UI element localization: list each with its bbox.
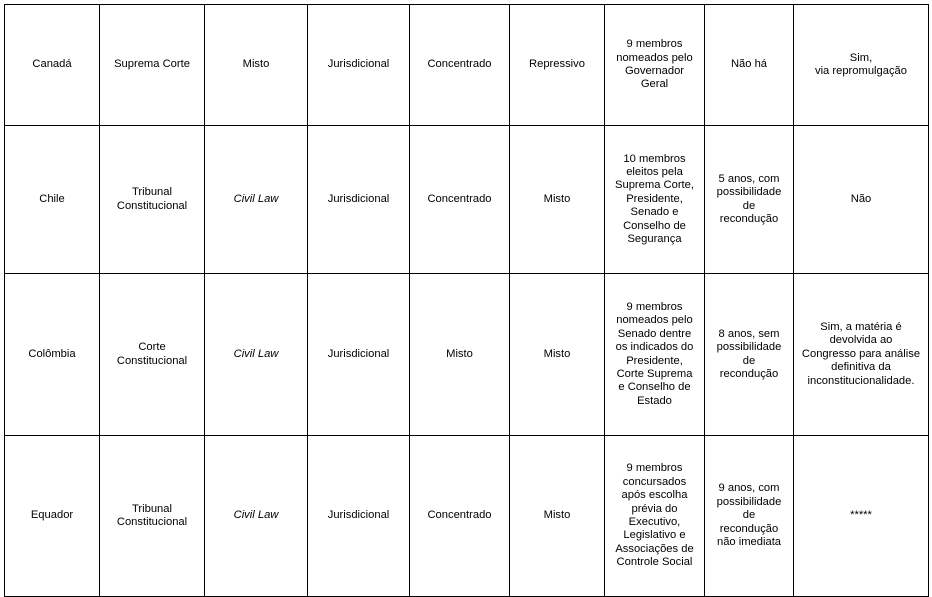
- organ-cell: Tribunal Constitucional: [100, 436, 205, 597]
- override-cell: Não: [794, 126, 929, 274]
- legal-system-cell: Civil Law: [205, 126, 308, 274]
- nature-cell: Jurisdicional: [308, 274, 410, 436]
- mandate-cell: 8 anos, sem possibilidade de recondução: [705, 274, 794, 436]
- mandate-cell: 9 anos, com possibilidade de recondução não imediata: [705, 436, 794, 597]
- control-moment-cell: Misto: [510, 274, 605, 436]
- control-model-cell: Concentrado: [410, 126, 510, 274]
- nature-cell: Jurisdicional: [308, 5, 410, 126]
- table-row: [5, 274, 929, 436]
- composition-cell: 9 membros nomeados pelo Governador Geral: [605, 5, 705, 126]
- nature-cell: Jurisdicional: [308, 126, 410, 274]
- control-moment-cell: Repressivo: [510, 5, 605, 126]
- legal-system-cell: Civil Law: [205, 436, 308, 597]
- composition-cell: 10 membros eleitos pela Suprema Corte, Presidente, Senado e Conselho de Segurança: [605, 126, 705, 274]
- organ-cell: Tribunal Constitucional: [100, 126, 205, 274]
- legal-system-cell: Civil Law: [205, 274, 308, 436]
- control-model-cell: Concentrado: [410, 5, 510, 126]
- comparison-table: [4, 4, 929, 597]
- control-model-cell: Misto: [410, 274, 510, 436]
- override-cell: Sim, via repromulgação: [794, 5, 929, 126]
- control-moment-cell: Misto: [510, 126, 605, 274]
- table-body: [5, 5, 929, 597]
- mandate-cell: Não há: [705, 5, 794, 126]
- country-cell: Canadá: [5, 5, 100, 126]
- composition-cell: 9 membros nomeados pelo Senado dentre os indicados do Presidente, Corte Suprema e Conselho de Estado: [605, 274, 705, 436]
- country-cell: Equador: [5, 436, 100, 597]
- organ-cell: Corte Constitucional: [100, 274, 205, 436]
- country-cell: Colômbia: [5, 274, 100, 436]
- composition-cell: 9 membros concursados após escolha prévia do Executivo, Legislativo e Associações de Controle Social: [605, 436, 705, 597]
- table-row: [5, 5, 929, 126]
- mandate-cell: 5 anos, com possibilidade de recondução: [705, 126, 794, 274]
- nature-cell: Jurisdicional: [308, 436, 410, 597]
- control-model-cell: Concentrado: [410, 436, 510, 597]
- table-row: [5, 126, 929, 274]
- legal-system-cell: Misto: [205, 5, 308, 126]
- override-cell: Sim, a matéria é devolvida ao Congresso para análise definitiva da inconstitucionalidade.: [794, 274, 929, 436]
- table-row: [5, 436, 929, 597]
- override-cell: *****: [794, 436, 929, 597]
- control-moment-cell: Misto: [510, 436, 605, 597]
- organ-cell: Suprema Corte: [100, 5, 205, 126]
- country-cell: Chile: [5, 126, 100, 274]
